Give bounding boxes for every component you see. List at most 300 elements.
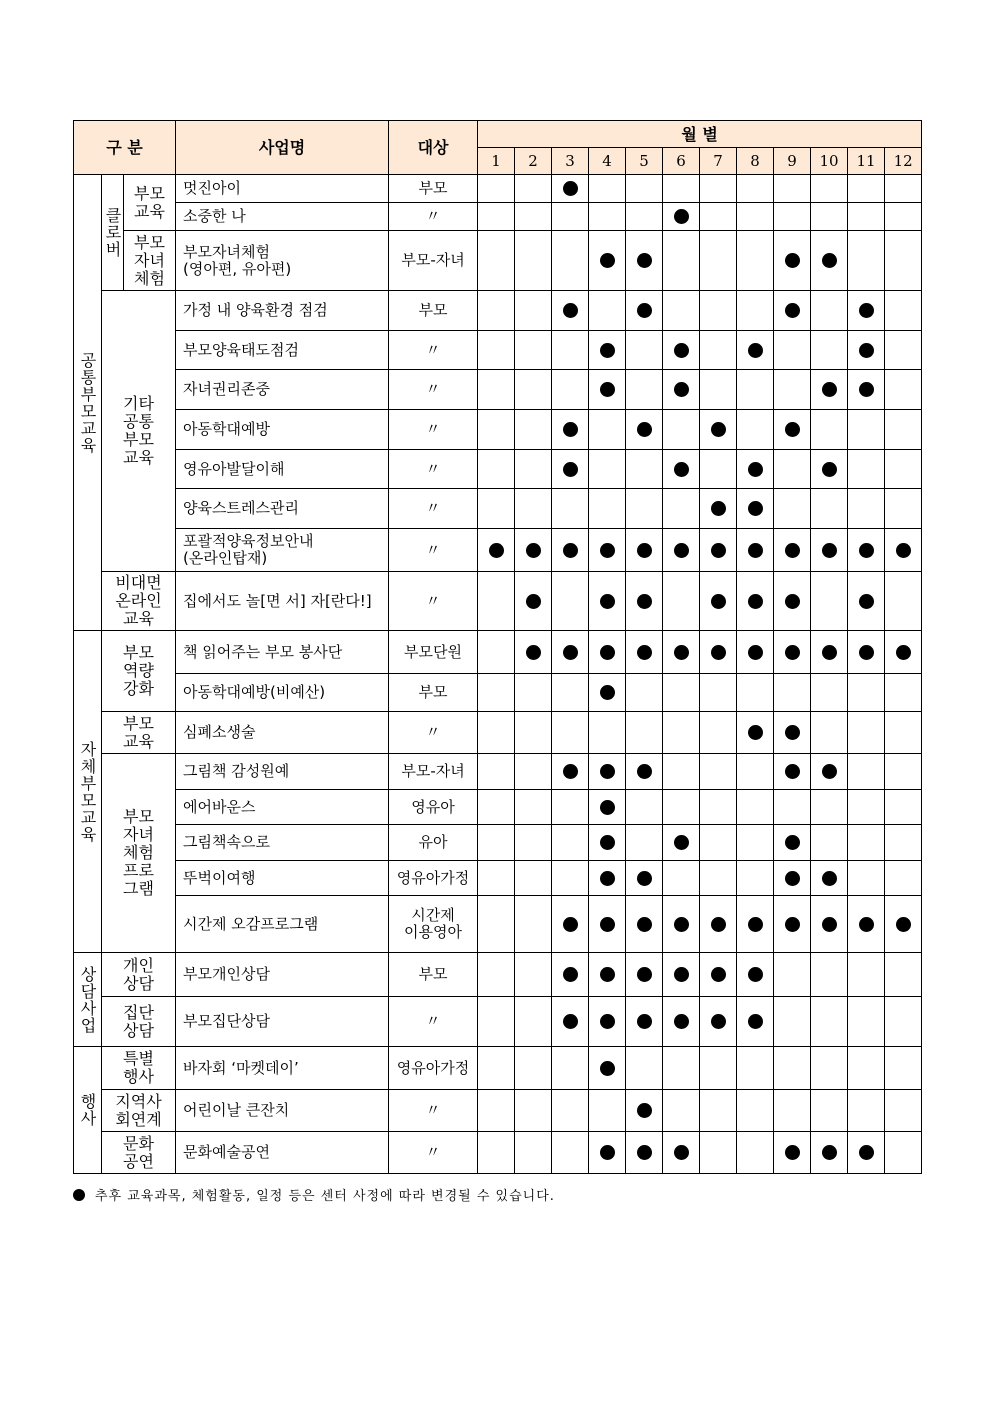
month-cell xyxy=(811,175,848,203)
project-name: 부모집단상담 xyxy=(176,997,389,1047)
month-cell xyxy=(737,203,774,231)
group-label: 행사 xyxy=(74,1047,102,1174)
footnote-text: 추후 교육과목, 체험활동, 일정 등은 센터 사정에 따라 변경될 수 있습니다. xyxy=(95,1189,555,1204)
month-cell xyxy=(737,175,774,203)
month-cell xyxy=(774,896,811,953)
subgroup-label: 부모 자녀 체험 xyxy=(124,231,176,291)
schedule-dot-icon xyxy=(711,501,726,516)
target-cell: 부모단원 xyxy=(389,631,478,674)
month-cell xyxy=(478,631,515,674)
month-cell xyxy=(626,370,663,410)
schedule-dot-icon xyxy=(859,645,874,660)
month-cell xyxy=(515,953,552,997)
schedule-dot-icon xyxy=(859,303,874,318)
month-cell xyxy=(811,331,848,370)
month-cell xyxy=(885,370,922,410)
month-cell xyxy=(848,896,885,953)
month-cell xyxy=(663,450,700,489)
month-cell xyxy=(811,231,848,291)
month-cell xyxy=(700,631,737,674)
month-cell xyxy=(737,291,774,331)
month-cell xyxy=(663,754,700,790)
month-cell xyxy=(774,370,811,410)
subgroup-label: 부모 교육 xyxy=(102,712,176,754)
month-cell xyxy=(515,631,552,674)
month-cell xyxy=(811,953,848,997)
month-cell xyxy=(626,529,663,572)
month-cell xyxy=(589,370,626,410)
month-cell xyxy=(552,790,589,825)
schedule-dot-icon xyxy=(674,835,689,850)
month-cell xyxy=(663,825,700,861)
month-cell xyxy=(811,529,848,572)
month-header: 9 xyxy=(774,148,811,175)
schedule-dot-icon xyxy=(748,967,763,982)
month-cell xyxy=(626,790,663,825)
table-row xyxy=(74,529,922,572)
month-cell xyxy=(626,861,663,896)
target-cell: 유아 xyxy=(389,825,478,861)
month-cell xyxy=(626,1132,663,1174)
subgroup-label: 부모 자녀 체험 프로 그램 xyxy=(102,754,176,953)
month-cell xyxy=(515,370,552,410)
month-cell xyxy=(700,712,737,754)
schedule-dot-icon xyxy=(674,917,689,932)
month-header: 8 xyxy=(737,148,774,175)
schedule-dot-icon xyxy=(748,343,763,358)
table-row xyxy=(74,674,922,712)
schedule-dot-icon xyxy=(711,1014,726,1029)
schedule-dot-icon xyxy=(637,1103,652,1118)
month-cell xyxy=(663,1090,700,1132)
schedule-dot-icon xyxy=(600,835,615,850)
project-name: 가정 내 양육환경 점검 xyxy=(176,291,389,331)
month-cell xyxy=(885,529,922,572)
table-row xyxy=(74,450,922,489)
month-cell xyxy=(552,231,589,291)
table-row xyxy=(74,1132,922,1174)
month-cell xyxy=(478,291,515,331)
target-cell: 〃 xyxy=(389,370,478,410)
schedule-dot-icon xyxy=(526,594,541,609)
month-cell xyxy=(811,674,848,712)
month-cell xyxy=(885,291,922,331)
month-cell xyxy=(700,572,737,631)
month-cell xyxy=(848,825,885,861)
schedule-dot-icon xyxy=(637,303,652,318)
month-cell xyxy=(589,1047,626,1090)
month-cell xyxy=(589,674,626,712)
subgroup-label: 부모 역량 강화 xyxy=(102,631,176,712)
month-cell xyxy=(774,489,811,529)
month-cell xyxy=(552,370,589,410)
schedule-dot-icon xyxy=(896,543,911,558)
month-cell xyxy=(848,572,885,631)
month-cell xyxy=(737,631,774,674)
project-name: 에어바운스 xyxy=(176,790,389,825)
month-cell xyxy=(700,861,737,896)
month-cell xyxy=(774,997,811,1047)
table-row xyxy=(74,410,922,450)
month-cell xyxy=(885,410,922,450)
month-cell xyxy=(700,370,737,410)
month-cell xyxy=(885,203,922,231)
table-row xyxy=(74,572,922,631)
month-cell xyxy=(478,825,515,861)
month-cell xyxy=(811,1132,848,1174)
month-cell xyxy=(774,1047,811,1090)
month-cell xyxy=(552,825,589,861)
month-cell xyxy=(626,712,663,754)
month-cell xyxy=(626,175,663,203)
subgroup-label: 특별 행사 xyxy=(102,1047,176,1090)
month-cell xyxy=(515,712,552,754)
month-cell xyxy=(848,370,885,410)
month-cell xyxy=(663,790,700,825)
month-cell xyxy=(885,631,922,674)
schedule-dot-icon xyxy=(822,462,837,477)
month-cell xyxy=(737,370,774,410)
month-cell xyxy=(774,529,811,572)
month-cell xyxy=(589,529,626,572)
month-cell xyxy=(478,1090,515,1132)
schedule-dot-icon xyxy=(563,645,578,660)
month-cell xyxy=(885,1132,922,1174)
month-cell xyxy=(663,1132,700,1174)
month-cell xyxy=(848,861,885,896)
target-cell: 〃 xyxy=(389,203,478,231)
month-cell xyxy=(589,231,626,291)
schedule-dot-icon xyxy=(822,382,837,397)
table-row xyxy=(74,754,922,790)
header-row-1 xyxy=(74,121,922,148)
schedule-dot-icon xyxy=(674,1014,689,1029)
month-cell xyxy=(663,489,700,529)
subgroup-label: 부모 교육 xyxy=(124,175,176,231)
project-name: 문화예술공연 xyxy=(176,1132,389,1174)
project-name: 바자회 ‘마켓데이’ xyxy=(176,1047,389,1090)
month-cell xyxy=(885,712,922,754)
table-row xyxy=(74,997,922,1047)
schedule-dot-icon xyxy=(748,645,763,660)
month-cell xyxy=(552,175,589,203)
schedule-dot-icon xyxy=(822,543,837,558)
subgroup-label: 지역사 회연계 xyxy=(102,1090,176,1132)
schedule-dot-icon xyxy=(600,1014,615,1029)
month-cell xyxy=(589,997,626,1047)
schedule-dot-icon xyxy=(600,594,615,609)
month-cell xyxy=(774,175,811,203)
target-cell: 〃 xyxy=(389,410,478,450)
schedule-dot-icon xyxy=(563,181,578,196)
month-cell xyxy=(774,825,811,861)
month-cell xyxy=(700,674,737,712)
project-name: 부모개인상담 xyxy=(176,953,389,997)
month-cell xyxy=(774,231,811,291)
schedule-dot-icon xyxy=(859,343,874,358)
schedule-dot-icon xyxy=(896,645,911,660)
target-cell: 영유아가정 xyxy=(389,1047,478,1090)
schedule-dot-icon xyxy=(859,1145,874,1160)
month-cell xyxy=(589,631,626,674)
month-cell xyxy=(589,1132,626,1174)
month-cell xyxy=(811,754,848,790)
schedule-dot-icon xyxy=(711,645,726,660)
month-cell xyxy=(737,790,774,825)
project-name: 집에서도 놀[면 서] 자[란다!] xyxy=(176,572,389,631)
month-cell xyxy=(848,450,885,489)
month-cell xyxy=(774,572,811,631)
schedule-dot-icon xyxy=(526,645,541,660)
month-cell xyxy=(811,203,848,231)
schedule-dot-icon xyxy=(785,253,800,268)
month-cell xyxy=(811,410,848,450)
month-cell xyxy=(478,175,515,203)
schedule-dot-icon xyxy=(822,1145,837,1160)
month-cell xyxy=(589,291,626,331)
target-cell: 〃 xyxy=(389,489,478,529)
month-cell xyxy=(700,203,737,231)
month-group-header: 월 별 xyxy=(478,121,922,148)
month-cell xyxy=(552,861,589,896)
month-cell xyxy=(848,712,885,754)
schedule-dot-icon xyxy=(563,967,578,982)
schedule-dot-icon xyxy=(600,253,615,268)
subgroup-label: 집단 상담 xyxy=(102,997,176,1047)
schedule-dot-icon xyxy=(600,685,615,700)
project-name: 포괄적양육정보안내 (온라인탑재) xyxy=(176,529,389,572)
month-cell xyxy=(700,790,737,825)
schedule-dot-icon xyxy=(859,594,874,609)
month-cell xyxy=(552,631,589,674)
month-cell xyxy=(848,291,885,331)
schedule-dot-icon xyxy=(859,543,874,558)
month-header: 6 xyxy=(663,148,700,175)
schedule-dot-icon xyxy=(822,645,837,660)
month-cell xyxy=(663,861,700,896)
month-cell xyxy=(663,370,700,410)
month-cell xyxy=(515,489,552,529)
month-cell xyxy=(737,1132,774,1174)
month-cell xyxy=(663,572,700,631)
schedule-dot-icon xyxy=(600,382,615,397)
month-cell xyxy=(515,410,552,450)
project-name: 아동학대예방 xyxy=(176,410,389,450)
month-cell xyxy=(626,953,663,997)
month-cell xyxy=(774,1132,811,1174)
month-cell xyxy=(700,291,737,331)
month-cell xyxy=(737,712,774,754)
schedule-dot-icon xyxy=(600,764,615,779)
month-cell xyxy=(737,997,774,1047)
month-cell xyxy=(848,674,885,712)
month-cell xyxy=(515,231,552,291)
schedule-dot-icon xyxy=(785,1145,800,1160)
month-cell xyxy=(515,674,552,712)
table-row xyxy=(74,861,922,896)
schedule-dot-icon xyxy=(600,645,615,660)
category-header: 구 분 xyxy=(74,121,176,175)
target-cell: 부모-자녀 xyxy=(389,231,478,291)
schedule-dot-icon xyxy=(822,871,837,886)
schedule-dot-icon xyxy=(637,645,652,660)
month-cell xyxy=(552,1090,589,1132)
month-cell xyxy=(663,291,700,331)
month-cell xyxy=(774,331,811,370)
schedule-dot-icon xyxy=(785,594,800,609)
schedule-dot-icon xyxy=(674,462,689,477)
schedule-dot-icon xyxy=(748,462,763,477)
schedule-dot-icon xyxy=(674,645,689,660)
project-name: 어린이날 큰잔치 xyxy=(176,1090,389,1132)
month-cell xyxy=(848,1132,885,1174)
month-cell xyxy=(700,825,737,861)
target-cell: 부모-자녀 xyxy=(389,754,478,790)
schedule-dot-icon xyxy=(859,382,874,397)
month-cell xyxy=(885,572,922,631)
month-header: 12 xyxy=(885,148,922,175)
month-cell xyxy=(552,953,589,997)
subgroup-label: 클로버 xyxy=(102,175,124,291)
month-cell xyxy=(848,1047,885,1090)
table-row xyxy=(74,203,922,231)
month-cell xyxy=(848,331,885,370)
schedule-dot-icon xyxy=(711,917,726,932)
month-cell xyxy=(885,331,922,370)
month-cell xyxy=(589,1090,626,1132)
schedule-dot-icon xyxy=(563,764,578,779)
month-cell xyxy=(589,410,626,450)
month-cell xyxy=(848,203,885,231)
month-cell xyxy=(478,370,515,410)
month-cell xyxy=(737,896,774,953)
project-name: 심폐소생술 xyxy=(176,712,389,754)
schedule-dot-icon xyxy=(822,764,837,779)
month-cell xyxy=(663,997,700,1047)
month-cell xyxy=(848,953,885,997)
month-cell xyxy=(811,572,848,631)
month-cell xyxy=(885,674,922,712)
month-cell xyxy=(626,231,663,291)
project-name: 시간제 오감프로그램 xyxy=(176,896,389,953)
month-cell xyxy=(848,754,885,790)
month-header: 3 xyxy=(552,148,589,175)
table-row xyxy=(74,291,922,331)
month-cell xyxy=(589,896,626,953)
schedule-dot-icon xyxy=(785,543,800,558)
month-cell xyxy=(774,674,811,712)
month-cell xyxy=(774,450,811,489)
month-cell xyxy=(811,712,848,754)
schedule-dot-icon xyxy=(637,422,652,437)
month-cell xyxy=(478,203,515,231)
month-cell xyxy=(626,997,663,1047)
month-cell xyxy=(774,754,811,790)
month-cell xyxy=(626,291,663,331)
month-cell xyxy=(663,674,700,712)
subgroup-label: 비대면 온라인 교육 xyxy=(102,572,176,631)
month-cell xyxy=(626,825,663,861)
schedule-dot-icon xyxy=(674,343,689,358)
month-cell xyxy=(663,1047,700,1090)
month-cell xyxy=(811,825,848,861)
month-cell xyxy=(552,331,589,370)
month-cell xyxy=(515,1132,552,1174)
project-name: 그림책속으로 xyxy=(176,825,389,861)
month-cell xyxy=(737,1090,774,1132)
month-cell xyxy=(811,1047,848,1090)
schedule-dot-icon xyxy=(674,1145,689,1160)
month-cell xyxy=(478,997,515,1047)
schedule-dot-icon xyxy=(785,303,800,318)
month-cell xyxy=(848,410,885,450)
month-cell xyxy=(811,450,848,489)
target-cell: 〃 xyxy=(389,572,478,631)
month-cell xyxy=(515,331,552,370)
month-cell xyxy=(478,896,515,953)
project-name: 그림책 감성원예 xyxy=(176,754,389,790)
month-cell xyxy=(515,203,552,231)
month-cell xyxy=(552,712,589,754)
month-cell xyxy=(552,410,589,450)
month-cell xyxy=(700,231,737,291)
month-cell xyxy=(478,529,515,572)
schedule-dot-icon xyxy=(711,543,726,558)
table-row xyxy=(74,489,922,529)
month-cell xyxy=(626,1090,663,1132)
month-cell xyxy=(552,489,589,529)
month-cell xyxy=(774,410,811,450)
schedule-dot-icon xyxy=(748,543,763,558)
month-cell xyxy=(552,1132,589,1174)
schedule-dot-icon xyxy=(600,967,615,982)
schedule-dot-icon xyxy=(637,871,652,886)
month-header: 10 xyxy=(811,148,848,175)
month-cell xyxy=(700,529,737,572)
schedule-dot-icon xyxy=(785,871,800,886)
schedule-dot-icon xyxy=(563,1014,578,1029)
month-cell xyxy=(774,631,811,674)
subgroup-label: 문화 공연 xyxy=(102,1132,176,1174)
schedule-dot-icon xyxy=(748,594,763,609)
schedule-dot-icon xyxy=(748,1014,763,1029)
month-cell xyxy=(478,231,515,291)
month-cell xyxy=(811,489,848,529)
target-cell: 부모 xyxy=(389,953,478,997)
month-cell xyxy=(626,754,663,790)
target-cell: 부모 xyxy=(389,674,478,712)
month-cell xyxy=(700,896,737,953)
month-cell xyxy=(552,529,589,572)
month-cell xyxy=(737,953,774,997)
month-cell xyxy=(885,997,922,1047)
month-cell xyxy=(885,861,922,896)
schedule-dot-icon xyxy=(600,800,615,815)
month-cell xyxy=(811,790,848,825)
project-name: 영유아발달이해 xyxy=(176,450,389,489)
month-cell xyxy=(478,790,515,825)
table-row xyxy=(74,370,922,410)
month-cell xyxy=(663,631,700,674)
schedule-dot-icon xyxy=(748,501,763,516)
month-cell xyxy=(663,410,700,450)
target-cell: 부모 xyxy=(389,291,478,331)
month-cell xyxy=(848,631,885,674)
month-cell xyxy=(626,410,663,450)
month-cell xyxy=(811,861,848,896)
month-cell xyxy=(811,370,848,410)
table-row xyxy=(74,1090,922,1132)
